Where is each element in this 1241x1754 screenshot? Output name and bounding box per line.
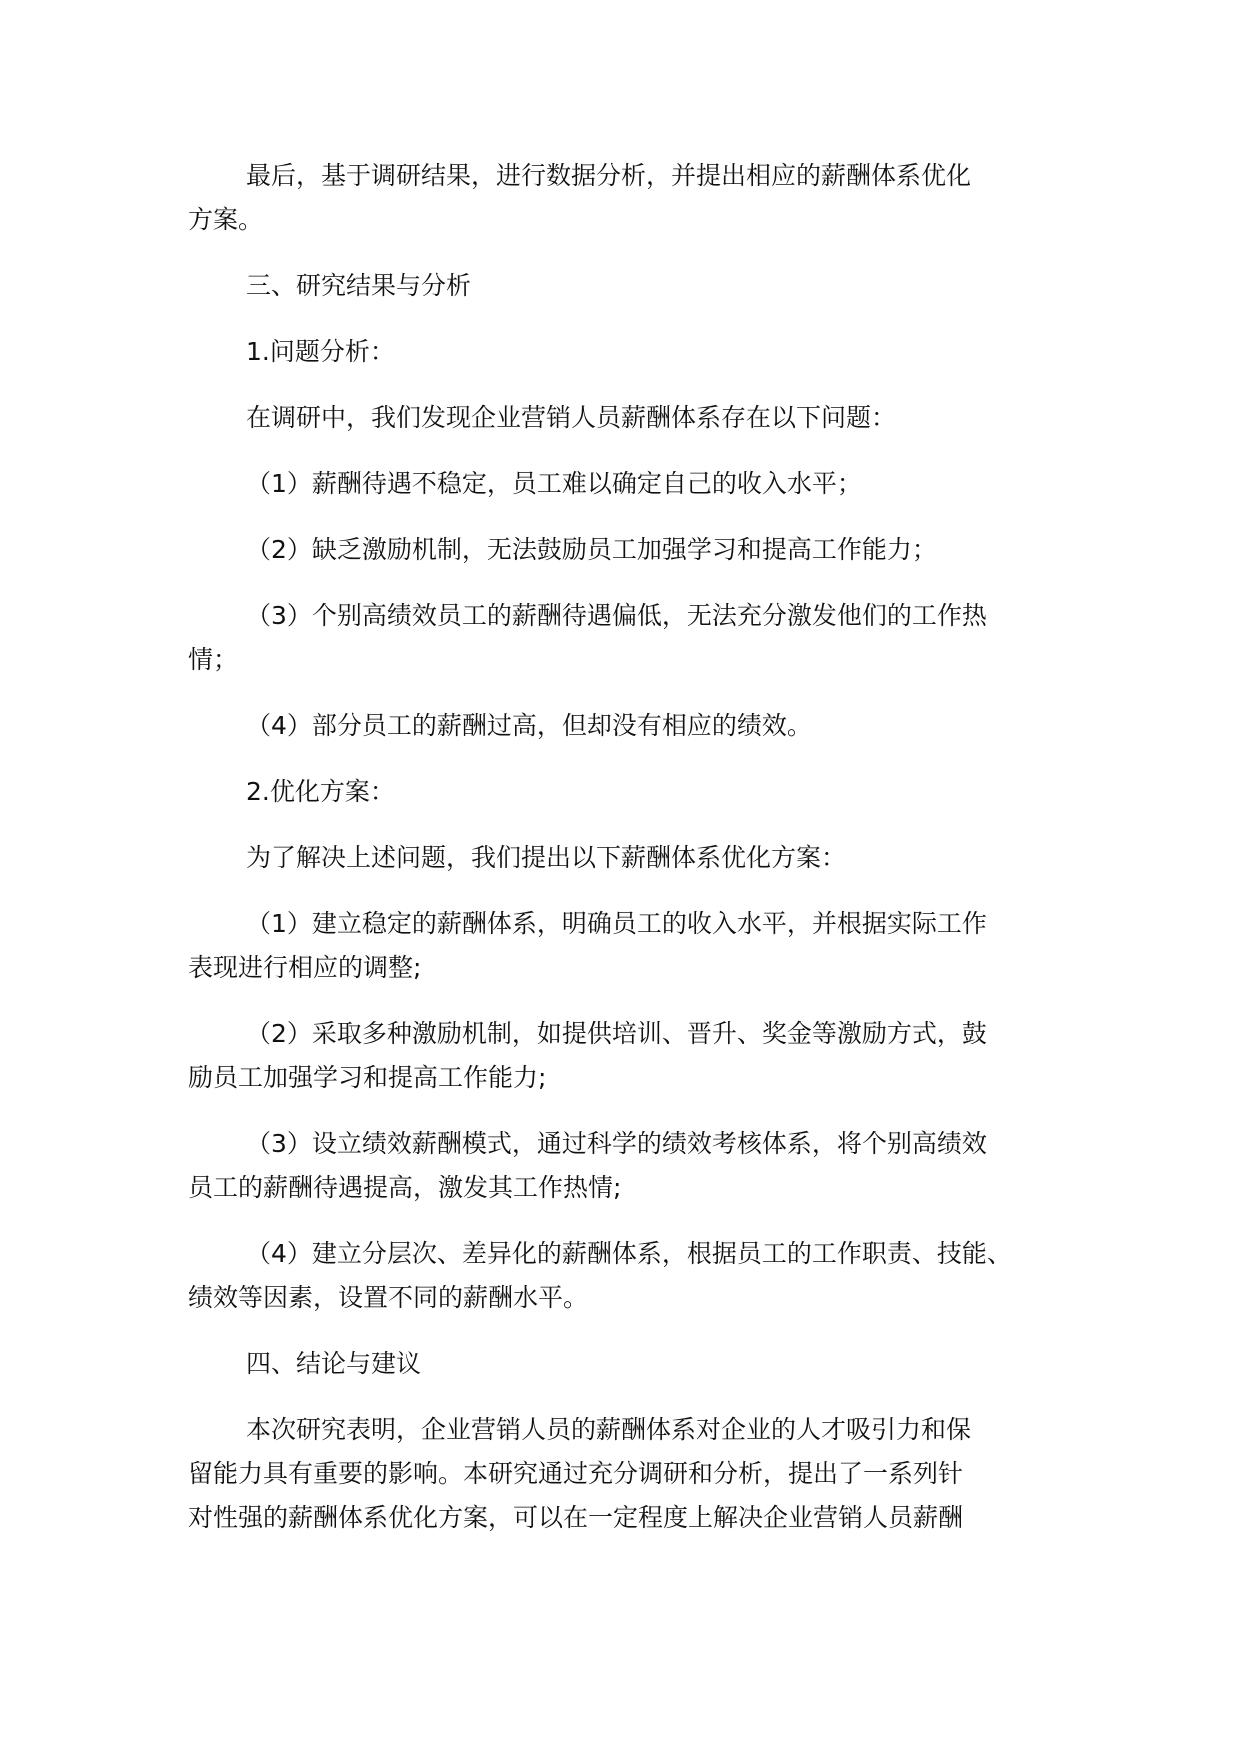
- section-heading: 三、研究结果与分析: [246, 271, 472, 300]
- paragraph-line: 对性强的薪酬体系优化方案，可以在一定程度上解决企业营销人员薪酬: [188, 1503, 964, 1532]
- list-item: （1）建立稳定的薪酬体系，明确员工的收入水平，并根据实际工作: [246, 909, 987, 938]
- list-item: （1）薪酬待遇不稳定，员工难以确定自己的收入水平；: [246, 469, 862, 498]
- paragraph-line: 本次研究表明，企业营销人员的薪酬体系对企业的人才吸引力和保: [246, 1415, 972, 1444]
- list-item-continuation: 表现进行相应的调整;: [188, 953, 422, 982]
- list-item: （3）个别高绩效员工的薪酬待遇偏低，无法充分激发他们的工作热: [246, 601, 987, 630]
- list-item-continuation: 励员工加强学习和提高工作能力;: [188, 1063, 547, 1092]
- paragraph-line: 为了解决上述问题，我们提出以下薪酬体系优化方案：: [246, 843, 847, 872]
- list-item-continuation: 情；: [188, 645, 239, 674]
- subsection-heading: 2.优化方案：: [246, 777, 395, 806]
- list-item-continuation: 员工的薪酬待遇提高，激发其工作热情;: [188, 1173, 622, 1202]
- list-item: （2）缺乏激励机制，无法鼓励员工加强学习和提高工作能力；: [246, 535, 937, 564]
- paragraph-line: 在调研中，我们发现企业营销人员薪酬体系存在以下问题：: [246, 403, 897, 432]
- list-item: （2）采取多种激励机制，如提供培训、晋升、奖金等激励方式，鼓: [246, 1019, 987, 1048]
- paragraph-line: 留能力具有重要的影响。本研究通过充分调研和分析，提出了一系列针: [188, 1459, 964, 1488]
- section-heading: 四、结论与建议: [246, 1349, 422, 1378]
- list-item: （3）设立绩效薪酬模式，通过科学的绩效考核体系，将个别高绩效: [246, 1129, 987, 1158]
- paragraph-line: 最后，基于调研结果，进行数据分析，并提出相应的薪酬体系优化: [246, 161, 972, 190]
- paragraph-line: 方案。: [188, 205, 264, 234]
- subsection-heading: 1.问题分析：: [246, 337, 395, 366]
- list-item: （4）建立分层次、差异化的薪酬体系，根据员工的工作职责、技能、: [246, 1239, 1012, 1268]
- list-item: （4）部分员工的薪酬过高，但却没有相应的绩效。: [246, 711, 812, 740]
- list-item-continuation: 绩效等因素，设置不同的薪酬水平。: [188, 1283, 589, 1312]
